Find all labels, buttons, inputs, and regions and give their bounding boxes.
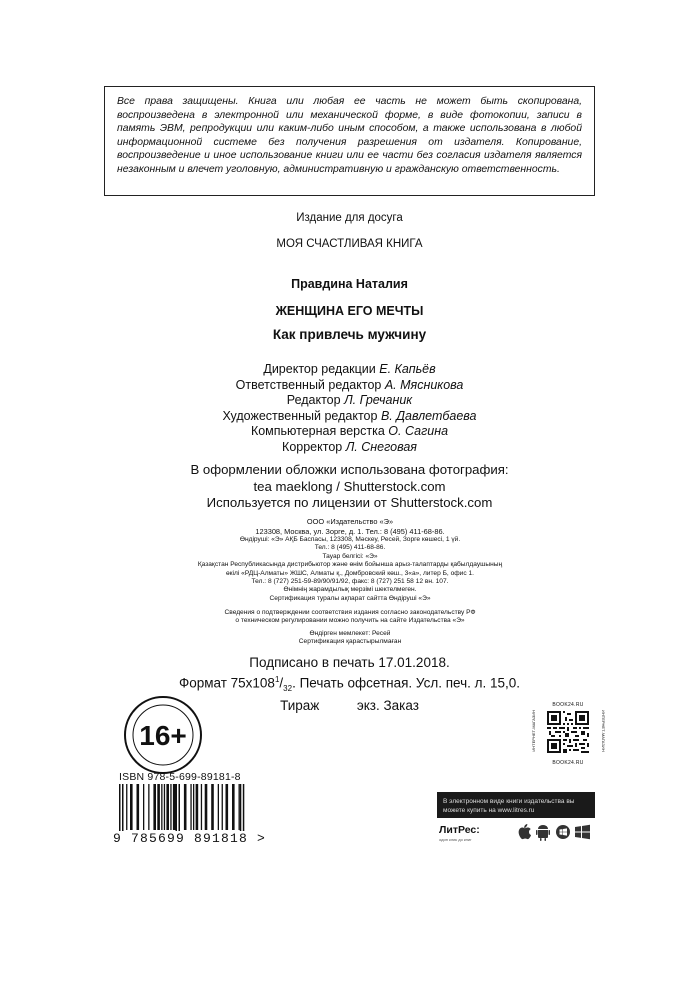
qr-side-label: ИНТЕРНЕТ-МАГАЗИН — [531, 710, 536, 752]
windows-phone-icon — [556, 825, 570, 839]
publisher-block: ООО «Издательство «Э» 123308, Москва, ул. Зорге, д. 1. Тел.: 8 (495) 411-68-86. — [255, 517, 445, 536]
book-title: ЖЕНЩИНА ЕГО МЕЧТЫ — [275, 304, 424, 318]
barcode-bar — [164, 784, 165, 830]
credit-line: Корректор Л. Снеговая — [282, 439, 417, 454]
barcode-bar — [170, 784, 171, 830]
print-details: Подписано в печать 17.01.2018. Формат $75x108^1/_{32}$. Печать офсетная. Усл. печ. л. 15,0. Тираж экз. Заказ — [104, 654, 595, 714]
barcode-bar — [143, 784, 144, 830]
barcode-bar — [222, 784, 223, 830]
apple-icon — [519, 824, 531, 839]
qr-side-label: ИНТЕРНЕТ-МАГАЗИН — [601, 710, 606, 752]
barcode-bar — [148, 784, 149, 830]
credits-list — [104, 362, 595, 455]
credit-line: Компьютерная верстка О. Сагина — [250, 424, 449, 438]
barcode-bar — [157, 784, 160, 830]
barcode-bar — [190, 784, 191, 830]
qr-code — [547, 711, 589, 753]
barcode-bar — [232, 784, 235, 830]
author-name: Правдина Наталия — [291, 277, 408, 291]
barcode-bar — [218, 784, 219, 830]
print-format: Формат $75x108^1/_{32}$. Печать офсетная. Усл. печ. л. 15,0. — [178, 675, 521, 694]
book-subtitle: Как привлечь мужчину — [272, 327, 427, 342]
rights-notice: Все права защищены. Книга или любая ее часть не может быть скопирована, воспроизведена в электронной или механической форме, в виде фотокопии, записи в память ЭВМ, репродукции или каким-либо иным способом, а также использована в любой информационной системе без получения разрешения от издателя. Копирование, воспроизведение и иное использование книги или ее части без согласия издателя является незаконным и влечет уголовную, административную и гражданскую ответственность. — [104, 86, 595, 196]
qr-block — [531, 702, 606, 768]
barcode-bar — [211, 784, 214, 830]
barcode-bar — [239, 784, 240, 830]
litres-notice: В электронном виде книги издательства вы можете купить на www.litres.ru — [437, 792, 595, 818]
credit-line: Ответственный редактор А. Мясникова — [235, 377, 464, 392]
age-rating-badge — [123, 695, 203, 775]
origin-block: Өндірген мемлекет: Ресей Сертификация қарастырылмаған — [298, 630, 402, 646]
barcode-bar — [196, 784, 199, 830]
age-rating-text: 16+ — [139, 720, 187, 751]
barcode-bar — [126, 784, 127, 830]
certification-block: Сведения о подтверждении соответствия издания согласно законодательству РФ о техническом регулировании можно получить на сайте Издательства «Э» — [224, 609, 476, 625]
barcode-bar — [153, 784, 156, 830]
isbn-text: ISBN 978-5-699-89181-8 — [119, 771, 241, 783]
series-name: МОЯ СЧАСТЛИВАЯ КНИГА — [276, 238, 423, 250]
barcode-bar — [193, 784, 194, 830]
windows-icon — [575, 825, 590, 839]
photo-credit: В оформлении обложки использована фотография: tea maeklong / Shutterstock.com Используется по лицензии от Shutterstock.com — [190, 462, 509, 510]
qr-top-label: BOOK24.RU — [552, 702, 584, 708]
platform-icons — [517, 822, 595, 842]
credit-line: Художественный редактор В. Давлетбаева — [222, 408, 477, 423]
litres-logo: ЛитРес: — [439, 824, 480, 836]
credit-line: Редактор Л. Гречаник — [286, 393, 413, 407]
litres-tagline: один клик до книг — [439, 837, 472, 842]
barcode-digits: 9 785699 891818 > — [113, 831, 285, 846]
barcode-bar — [205, 784, 208, 830]
barcode-bar — [184, 784, 187, 830]
barcode-bar — [201, 784, 202, 830]
barcode-bar — [166, 784, 169, 830]
qr-bottom-label: BOOK24.RU — [552, 760, 584, 766]
print-run: Тираж экз. Заказ — [280, 698, 419, 714]
kz-distributor-block: Өндіруші: «Э» АҚБ Баспасы, 123308, Мәскеу, Ресей, Зорге көшесі, 1 үй. Тел.: 8 (495) 411-68-86. Тауар белгісі: «Э» Қазақстан Республикасында дистрибьютор және өнім бойынша арыз-талаптарды қабылдаушының өкілі «РДЦ-Алматы» ЖШС, Алматы қ., Домбровский көш., 3«а», литер Б, офис 1. Тел.: 8 (727) 251-59-89/90/91/92, факс: 8 (727) 251 58 12 вн. 107. Өнімнің жарамдылық мерзімі шектелмеген. Сертификация туралы ақпарат сайтта Өндіруші «Э» — [197, 536, 503, 602]
android-icon — [536, 825, 550, 841]
litres-promo — [437, 792, 595, 851]
barcode-bar — [173, 784, 176, 830]
barcode-bar — [137, 784, 140, 830]
credit-line: Директор редакции Е. Капьёв — [263, 362, 436, 376]
barcode-bar — [161, 784, 162, 830]
barcode-bar — [226, 784, 229, 830]
edition-type: Издание для досуга — [296, 212, 403, 224]
barcode-bar — [130, 784, 133, 830]
